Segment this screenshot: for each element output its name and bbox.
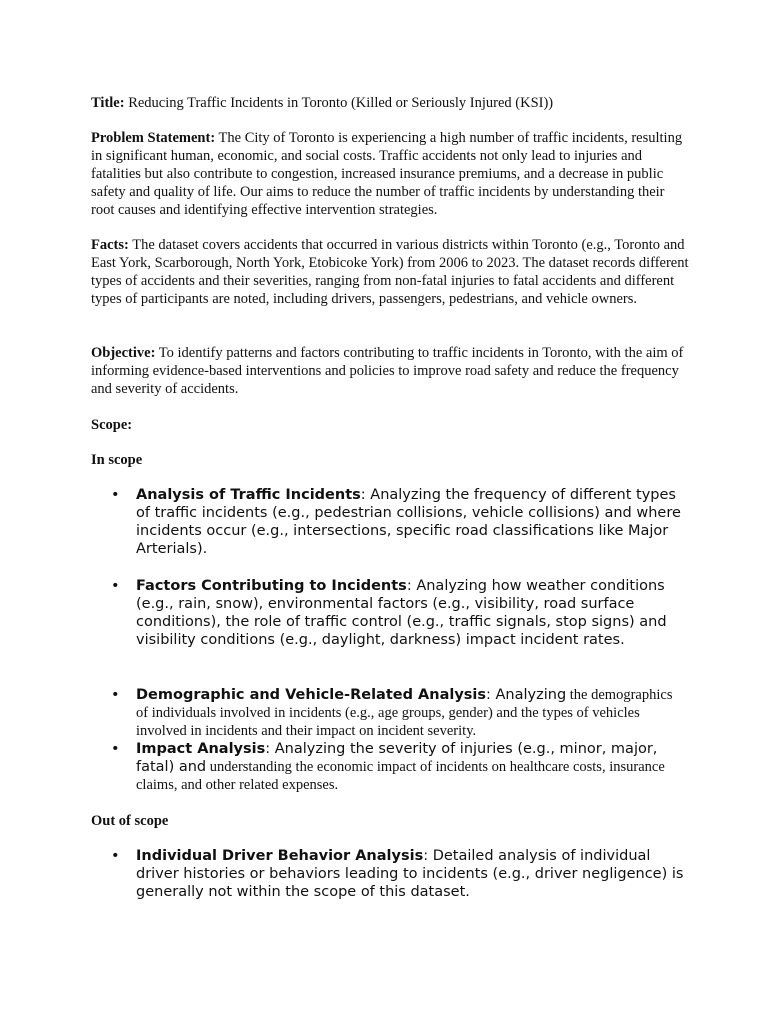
bullet-body-serif: the demographics of individuals involved in incidents (e.g., age groups, gender) and the types of vehicles involved in incidents and their impact on incident severity. xyxy=(136,687,673,739)
objective-paragraph xyxy=(91,344,691,398)
title-paragraph xyxy=(91,94,691,112)
bullet-dot: • xyxy=(111,578,120,594)
out-of-scope-label: Out of scope xyxy=(91,813,169,829)
bullet-body: : Analyzing the frequency of different types of traffic incidents (e.g., pedestrian collisions, vehicle collisions) and where incidents occur (e.g., intersections, specific road classifications like Major Arterials). xyxy=(136,487,681,557)
objective-text: To identify patterns and factors contributing to traffic incidents in Toronto, with the aim of informing evidence-based interventions and policies to improve road safety and reduce the frequency and severity of accidents. xyxy=(91,345,684,397)
bullet-dot: • xyxy=(111,848,120,864)
title-label: Title: xyxy=(91,95,125,111)
problem-statement-label: Problem Statement: xyxy=(91,130,216,146)
bullet-heading: Factors Contributing to Incidents xyxy=(136,578,407,594)
problem-statement-paragraph xyxy=(91,129,691,219)
bullet-heading: Analysis of Traffic Incidents xyxy=(136,487,361,503)
bullet-heading: Impact Analysis xyxy=(136,741,266,757)
bullet-text xyxy=(136,847,686,901)
bullet-heading: Individual Driver Behavior Analysis xyxy=(136,848,424,864)
out-of-scope-heading xyxy=(91,812,691,830)
in-scope-heading xyxy=(91,451,691,469)
bullet-body: : Detailed analysis of individual driver histories or behaviors leading to incidents (e.g., driver negligence) is generally not within the scope of this dataset. xyxy=(136,848,684,900)
facts-text: The dataset covers accidents that occurred in various districts within Toronto (e.g., Toronto and East York, Scarborough, North York, Etobicoke York) from 2006 to 2023. The dataset records different types of accidents and their severities, ranging from non-fatal injuries to fatal accidents and different types of participants are noted, including drivers, passengers, pedestrians, and vehicle owners. xyxy=(91,237,689,307)
bullet-body-serif: understanding the economic impact of incidents on healthcare costs, insurance claims, and other related expenses. xyxy=(136,759,665,793)
scope-heading xyxy=(91,416,691,434)
title-text: Reducing Traffic Incidents in Toronto (Killed or Seriously Injured (KSI)) xyxy=(128,95,554,111)
facts-paragraph xyxy=(91,236,691,308)
bullet-text xyxy=(136,686,686,740)
bullet-text xyxy=(136,486,686,558)
in-scope-label: In scope xyxy=(91,452,143,468)
objective-label: Objective: xyxy=(91,345,156,361)
bullet-heading: Demographic and Vehicle-Related Analysis xyxy=(136,687,487,703)
bullet-text xyxy=(136,740,686,794)
bullet-body: : Analyzing how weather conditions (e.g., rain, snow), environmental factors (e.g., visibility, road surface conditions), the role of traffic control (e.g., traffic signals, stop signs) and visibility conditions (e.g., daylight, darkness) impact incident rates. xyxy=(136,578,667,648)
bullet-dot: • xyxy=(111,687,120,703)
bullet-dot: • xyxy=(111,487,120,503)
bullet-text xyxy=(136,577,686,649)
scope-label: Scope: xyxy=(91,417,133,433)
facts-label: Facts: xyxy=(91,237,129,253)
bullet-body: : Analyzing xyxy=(486,687,567,703)
bullet-dot: • xyxy=(111,741,120,757)
bullet-body: : Analyzing the severity of injuries (e.g., minor, major, fatal) and xyxy=(136,741,658,775)
problem-statement-text: The City of Toronto is experiencing a high number of traffic incidents, resulting in significant human, economic, and social costs. Traffic accidents not only lead to injuries and fatalities but also contribute to congestion, increased insurance premiums, and a decrease in public safety and quality of life. Our aims to reduce the number of traffic incidents by understanding their root causes and identifying effective intervention strategies. xyxy=(91,130,683,218)
